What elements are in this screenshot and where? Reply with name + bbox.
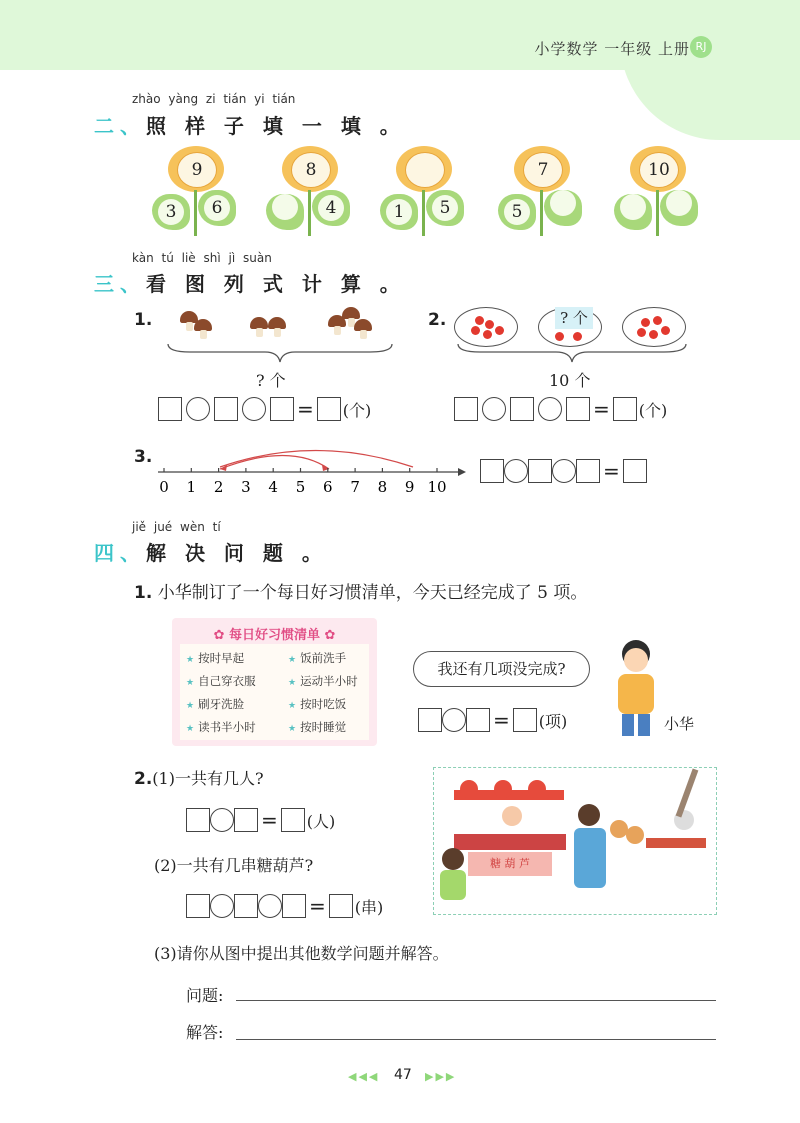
- habit-item: ★ 刷牙洗脸: [186, 697, 245, 711]
- operator-circle[interactable]: [210, 894, 234, 918]
- flower-top-number[interactable]: 9: [177, 152, 217, 188]
- section3-heading: [94, 268, 406, 297]
- equals-sign: =: [261, 808, 278, 832]
- number-line: [150, 440, 470, 500]
- answer-box[interactable]: [513, 708, 537, 732]
- flower-right-number[interactable]: [666, 190, 692, 216]
- q3-1-equation: [158, 397, 371, 421]
- child-body: [440, 870, 466, 900]
- page-number: 47: [394, 1067, 412, 1083]
- equals-sign: =: [603, 459, 620, 483]
- child: [442, 848, 464, 870]
- flower: [150, 146, 240, 236]
- flower: [612, 146, 702, 236]
- operator-circle[interactable]: [258, 894, 282, 918]
- equals-sign: =: [297, 397, 314, 421]
- flower-right-number[interactable]: 5: [432, 195, 458, 221]
- unit-label: (个): [342, 400, 372, 420]
- q4-2-part1: [134, 766, 264, 789]
- brace-2: [452, 342, 692, 366]
- answer-label: 解答:: [186, 1023, 224, 1042]
- unit-label: (个): [638, 400, 668, 420]
- operator-circle[interactable]: [242, 397, 266, 421]
- flower-left-number[interactable]: 5: [504, 199, 530, 225]
- number-line-label: 10: [427, 478, 447, 496]
- answer-box[interactable]: [623, 459, 647, 483]
- flower-right-leaf: [198, 190, 236, 226]
- person: [578, 804, 600, 826]
- answer-box[interactable]: [281, 808, 305, 832]
- question-label: 问题:: [186, 986, 224, 1005]
- answer-box[interactable]: [329, 894, 353, 918]
- answer-box[interactable]: [454, 397, 478, 421]
- character-name: 小华: [664, 715, 695, 733]
- q3-1-number: 1.: [134, 310, 153, 330]
- number-line-label: 4: [268, 478, 278, 496]
- section3-number: 三、: [94, 272, 146, 296]
- habit-item: ★ 运动半小时: [288, 674, 358, 688]
- stall-sign: 糖 葫 芦: [468, 852, 552, 876]
- answer-box[interactable]: [234, 808, 258, 832]
- q4-2-part3-text: (3)请你从图中提出其他数学问题并解答。: [154, 944, 449, 963]
- answer-box[interactable]: [270, 397, 294, 421]
- habit-item: ★ 按时早起: [186, 651, 245, 665]
- flower-left-leaf: [498, 194, 536, 230]
- section4-title: 解 决 问 题 。: [146, 541, 328, 565]
- operator-circle[interactable]: [552, 459, 576, 483]
- section4-pinyin: jiě jué wèn tí: [132, 520, 221, 534]
- q4-1-text: 小华制订了一个每日好习惯清单，今天已经完成了 5 项。: [157, 583, 588, 603]
- flower-right-number[interactable]: 6: [204, 195, 230, 221]
- equals-sign: =: [309, 894, 326, 918]
- answer-box[interactable]: [282, 894, 306, 918]
- q3-2-label: 10 个: [549, 371, 591, 390]
- answer-box[interactable]: [418, 708, 442, 732]
- unknown-bubble: ? 个: [555, 307, 593, 329]
- flower-left-number[interactable]: [620, 194, 646, 220]
- edition-badge: RJ: [690, 36, 712, 58]
- operator-circle[interactable]: [538, 397, 562, 421]
- q4-2-equation-2: [186, 894, 383, 918]
- question-answer-line[interactable]: [236, 1000, 716, 1001]
- flower-right-leaf: [312, 190, 350, 226]
- habit-checklist-card: [172, 618, 377, 746]
- section4-number: 四、: [94, 541, 146, 565]
- flower-right-number[interactable]: [550, 190, 576, 216]
- habit-item: ★ 饭前洗手: [288, 651, 347, 665]
- q4-2-equation-1: [186, 808, 335, 832]
- flower-left-number[interactable]: 3: [158, 199, 184, 225]
- unit-label: (人): [306, 811, 336, 831]
- number-line-label: 0: [159, 478, 169, 496]
- operator-circle[interactable]: [442, 708, 466, 732]
- flower-right-leaf: [660, 190, 698, 226]
- solution-answer-line[interactable]: [236, 1039, 716, 1040]
- stall-counter: [454, 834, 566, 850]
- flower-right-leaf: [426, 190, 464, 226]
- operator-circle[interactable]: [210, 808, 234, 832]
- q3-3-equation: [480, 459, 647, 483]
- flower-top-number[interactable]: [405, 152, 445, 188]
- q3-2-equation: [454, 397, 667, 421]
- flower-top-number[interactable]: 10: [639, 152, 679, 188]
- habit-item: ★ 自己穿衣服: [186, 674, 256, 688]
- lantern: [494, 780, 512, 798]
- flower: [496, 146, 586, 236]
- operator-circle[interactable]: [504, 459, 528, 483]
- operator-circle[interactable]: [186, 397, 210, 421]
- flower-left-leaf: [152, 194, 190, 230]
- habit-item: ★ 按时吃饭: [288, 697, 347, 711]
- flower-right-leaf: [544, 190, 582, 226]
- flower-left-leaf: [614, 194, 652, 230]
- answer-box[interactable]: [214, 397, 238, 421]
- number-line-label: 5: [295, 478, 306, 496]
- habit-item: ★ 按时睡觉: [288, 720, 347, 734]
- flower-left-leaf: [380, 194, 418, 230]
- lantern: [460, 780, 478, 798]
- number-line-label: 2: [213, 478, 224, 496]
- section3-title: 看 图 列 式 计 算 。: [146, 272, 406, 296]
- equals-sign: =: [493, 708, 510, 732]
- q3-1-label: ? 个: [256, 371, 286, 390]
- table: [646, 838, 706, 848]
- flower-left-leaf: [266, 194, 304, 230]
- habit-item: ★ 读书半小时: [186, 720, 256, 734]
- flower-top-number[interactable]: 8: [291, 152, 331, 188]
- answer-box[interactable]: [566, 397, 590, 421]
- answer-box[interactable]: [576, 459, 600, 483]
- jump-arc-long: [220, 451, 413, 468]
- section3-pinyin: kàn tú liè shì jì suàn: [132, 251, 272, 265]
- answer-box[interactable]: [186, 894, 210, 918]
- footer-left-arrows: ◀◀◀: [348, 1070, 380, 1083]
- flower-left-number[interactable]: [272, 194, 298, 220]
- brace-1: [160, 342, 400, 366]
- operator-circle[interactable]: [482, 397, 506, 421]
- q4-1-number: 1.: [134, 583, 153, 603]
- section2-number: 二、: [94, 114, 146, 138]
- candied-haw-scene: [433, 767, 717, 915]
- section2-pinyin: zhào yàng zi tián yi tián: [132, 92, 296, 106]
- section4-heading: [94, 537, 328, 566]
- vendor: [502, 806, 522, 826]
- answer-box[interactable]: [613, 397, 637, 421]
- answer-box[interactable]: [317, 397, 341, 421]
- flower: [378, 146, 468, 236]
- equals-sign: =: [593, 397, 610, 421]
- book-title: 小学数学 一年级 上册: [534, 40, 690, 58]
- flower-left-number[interactable]: 1: [386, 199, 412, 225]
- habit-card-title: ✿ 每日好习惯清单 ✿: [213, 628, 336, 643]
- flower: [264, 146, 354, 236]
- answer-box[interactable]: [510, 397, 534, 421]
- arrow-head-icon: [458, 468, 466, 476]
- answer-box[interactable]: [158, 397, 182, 421]
- q3-2-number: 2.: [428, 310, 447, 330]
- lantern: [528, 780, 546, 798]
- q3-3-number: 3.: [134, 447, 153, 467]
- unit-label: (串): [354, 897, 384, 917]
- section2-title: 照 样 子 填 一 填 。: [146, 114, 406, 138]
- boy-illustration: [612, 640, 662, 740]
- flower-top-number[interactable]: 7: [523, 152, 563, 188]
- footer-right-arrows: ▶▶▶: [425, 1070, 457, 1083]
- flower-right-number[interactable]: 4: [318, 195, 344, 221]
- q4-2-part2-text: (2)一共有几串糖葫芦?: [154, 856, 314, 875]
- number-line-label: 9: [404, 478, 415, 496]
- answer-box[interactable]: [528, 459, 552, 483]
- q4-2-part1-text: (1)一共有几人?: [152, 769, 264, 788]
- section2-heading: [94, 110, 406, 139]
- answer-box[interactable]: [186, 808, 210, 832]
- person-body: [574, 828, 606, 888]
- number-line-label: 8: [377, 478, 388, 496]
- habit-list: [180, 644, 369, 740]
- unit-label: (项): [538, 711, 568, 731]
- q4-1-equation: [418, 708, 567, 732]
- q4-1-prompt: [134, 578, 587, 603]
- speech-bubble: 我还有几项没完成?: [413, 651, 590, 687]
- person: [626, 826, 644, 844]
- answer-box[interactable]: [480, 459, 504, 483]
- number-line-label: 6: [323, 478, 333, 496]
- q4-2-number: 2.: [134, 769, 153, 789]
- answer-box[interactable]: [466, 708, 490, 732]
- number-line-label: 7: [350, 478, 360, 496]
- number-line-label: 3: [241, 478, 251, 496]
- number-line-label: 1: [186, 478, 197, 496]
- answer-box[interactable]: [234, 894, 258, 918]
